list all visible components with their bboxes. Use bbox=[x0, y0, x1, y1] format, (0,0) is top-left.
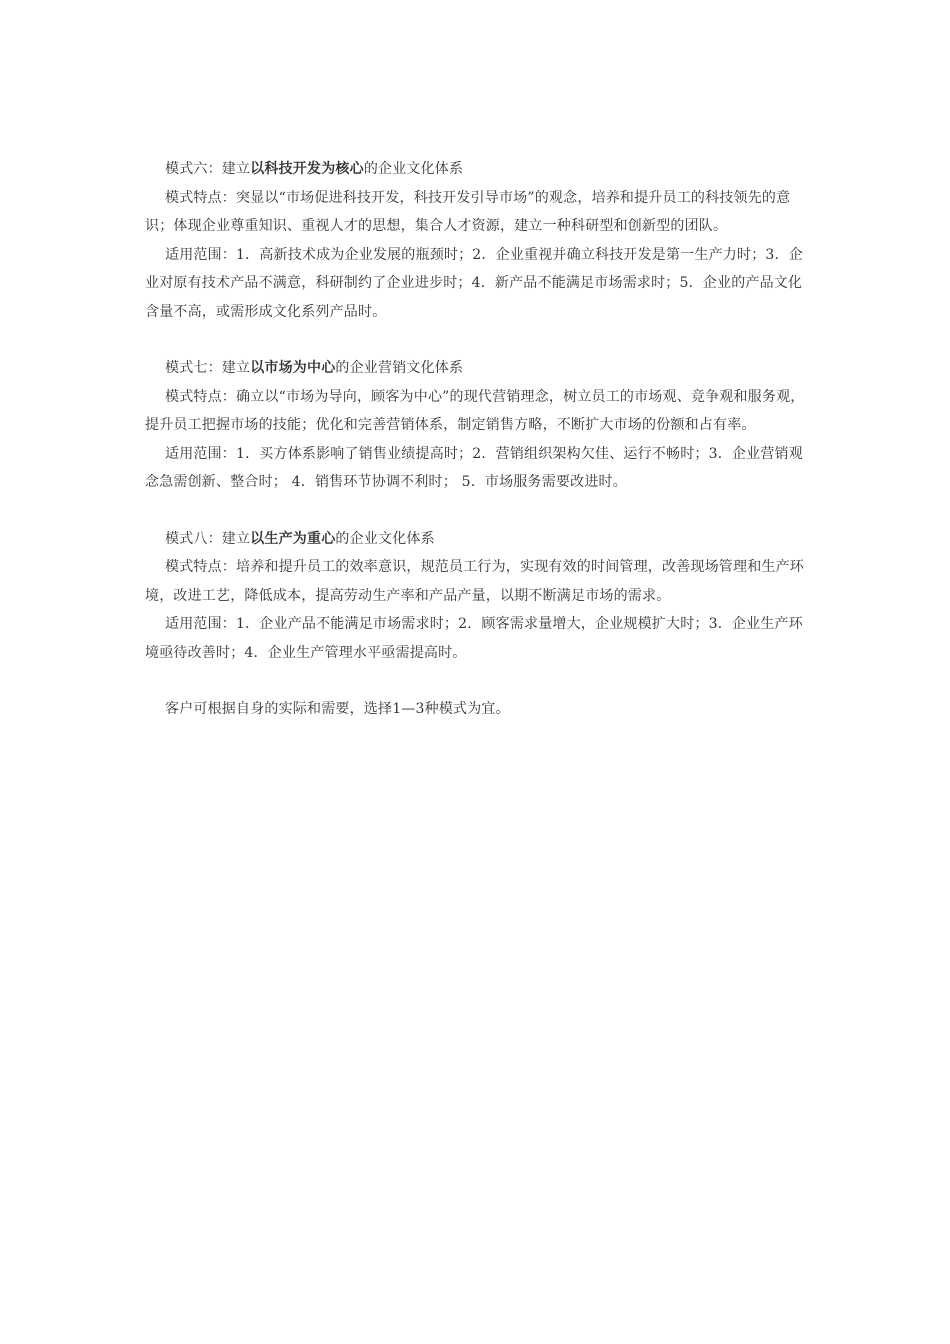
mode-eight-section bbox=[145, 525, 810, 668]
title-prefix: 模式六：建立 bbox=[165, 161, 251, 177]
title-emphasis: 以科技开发为核心 bbox=[250, 161, 364, 177]
closing-note: 客户可根据自身的实际和需要，选择1—3种模式为宜。 bbox=[165, 701, 510, 717]
mode-features: 模式特点：突显以“市场促进科技开发，科技开发引导市场”的观念，培养和提升员工的科技领先的意识；体现企业尊重知识、重视人才的思想，集合人才资源，建立一种科研型和创新型的团队。 bbox=[145, 189, 791, 234]
title-prefix: 模式七：建立 bbox=[165, 360, 251, 376]
document-body bbox=[145, 155, 810, 724]
mode-features: 模式特点：培养和提升员工的效率意识，规范员工行为，实现有效的时间管理，改善现场管理和生产环境，改进工艺，降低成本，提高劳动生产率和产品产量，以期不断满足市场的需求。 bbox=[145, 559, 804, 604]
title-suffix: 的企业文化体系 bbox=[363, 161, 464, 177]
mode-scope: 适用范围：1．企业产品不能满足市场需求时；2．顾客需求量增大，企业规模扩大时；3．企业生产环境亟待改善时；4．企业生产管理水平亟需提高时。 bbox=[145, 616, 803, 661]
title-suffix: 的企业营销文化体系 bbox=[335, 360, 464, 376]
mode-features: 模式特点：确立以“市场为导向，顾客为中心”的现代营销理念，树立员工的市场观、竞争观和服务观，提升员工把握市场的技能；优化和完善营销体系，制定销售方略，不断扩大市场的份额和占有率。 bbox=[145, 388, 805, 433]
mode-scope: 适用范围：1．买方体系影响了销售业绩提高时；2．营销组织架构欠佳、运行不畅时；3．企业营销观念急需创新、整合时； 4．销售环节协调不利时； 5．市场服务需要改进时。 bbox=[145, 445, 803, 490]
mode-six-section bbox=[145, 155, 810, 326]
title-emphasis: 以生产为重心 bbox=[250, 530, 336, 547]
section-title bbox=[145, 155, 810, 184]
mode-scope: 适用范围：1．高新技术成为企业发展的瓶颈时；2．企业重视并确立科技开发是第一生产力时；3．企业对原有技术产品不满意，科研制约了企业进步时；4．新产品不能满足市场需求时；5．企业的产品文化含量不高，或需形成文化系列产品时。 bbox=[145, 246, 803, 320]
closing-section bbox=[145, 695, 810, 724]
title-emphasis: 以市场为中心 bbox=[250, 360, 336, 376]
mode-seven-section bbox=[145, 354, 810, 497]
section-title bbox=[145, 354, 810, 383]
title-suffix: 的企业文化体系 bbox=[335, 530, 435, 547]
title-prefix: 模式八：建立 bbox=[165, 530, 251, 547]
section-title bbox=[145, 525, 810, 554]
